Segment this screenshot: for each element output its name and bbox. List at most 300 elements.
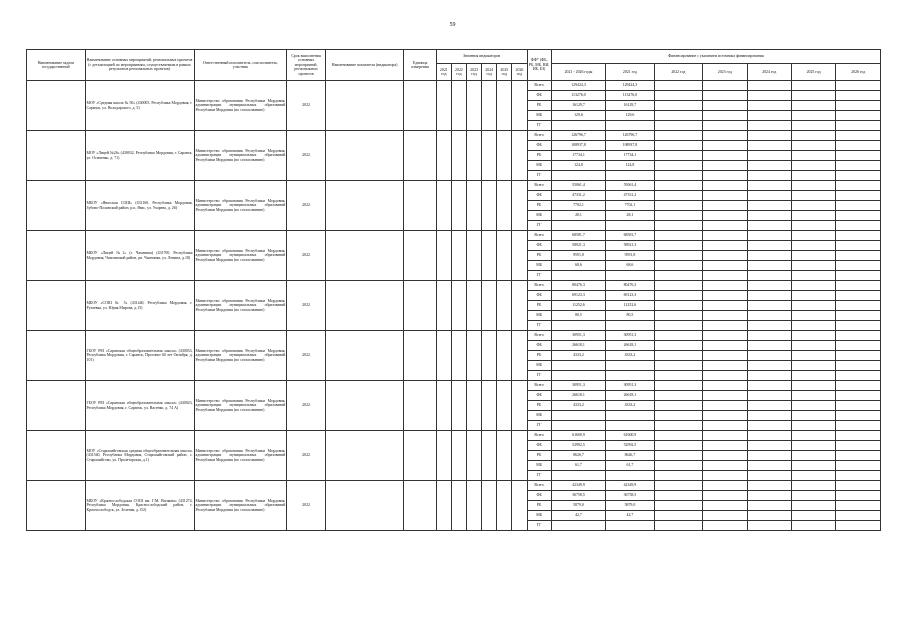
financing-value [791,121,835,131]
financing-value: 61,7 [606,461,654,471]
financing-value [791,201,835,211]
source-label: Всего [527,131,551,141]
unit-cell [404,431,436,481]
indicator-value-cell [467,481,482,531]
indicator-value-cell [482,381,497,431]
financing-value [654,131,702,141]
responsible-cell: Министерство образования Республики Мордовия, администрации муниципальных образований Республики Мордовия (по согласованию) [194,231,287,281]
indicator-cell [325,481,404,531]
financing-value: 30951,3 [551,331,606,341]
indicator-value-cell [451,431,466,481]
financing-value: 55061,4 [606,181,654,191]
header-year: 2024 год [482,63,497,80]
financing-value [836,471,881,481]
financing-value [654,121,702,131]
indicator-value-cell [512,331,527,381]
financing-value [654,411,702,421]
financing-value: 26618,1 [606,391,654,401]
unit-cell [404,281,436,331]
financing-value [654,241,702,251]
financing-value [747,331,791,341]
activity-name: МБОУ «СОШ № 5» (431440, Республика Мордовия, г. Рузаевка, ул. Юрия Мирова, д.15) [85,281,194,331]
financing-value [551,421,606,431]
indicator-value-cell [451,231,466,281]
page-number: 59 [449,22,456,28]
indicator-cell [325,81,404,131]
header-fin-year: 2021 - 2026 годы [551,63,606,80]
financing-value [836,191,881,201]
financing-value [747,411,791,421]
indicator-value-cell [482,281,497,331]
financing-value [747,191,791,201]
financing-value [836,361,881,371]
source-label: ГГ [527,221,551,231]
task-cell [27,481,86,531]
header-fin-year: 2022 год [654,63,702,80]
activity-name: МОУ «Средняя школа № 50» (430005, Республика Мордовия, г. Саранск, ул. Володарского, д. 5) [85,81,194,131]
indicator-cell [325,181,404,231]
financing-value [606,121,654,131]
financing-value [703,111,747,121]
unit-cell [404,81,436,131]
source-label: ФБ [527,441,551,451]
source-label: ГГ [527,421,551,431]
financing-value [791,481,835,491]
financing-value [703,371,747,381]
financing-value [747,381,791,391]
unit-cell [404,481,436,531]
financing-value [836,121,881,131]
financing-value [836,501,881,511]
financing-value: 11252,6 [606,301,654,311]
source-label: РБ [527,301,551,311]
header-source-codes: ФФ* (ФБ, РБ, МБ, ВИ, ИБ, БЗ) [527,50,551,81]
financing-value [703,191,747,201]
indicator-value-cell [436,431,451,481]
financing-value [747,311,791,321]
header-responsible: Ответственный исполнитель, соисполнитель, участник [194,50,287,81]
financing-value [703,241,747,251]
financing-value [747,301,791,311]
financing-value: 11252,6 [551,301,606,311]
financing-value [747,391,791,401]
financing-value: 47331,2 [551,191,606,201]
responsible-cell: Министерство образования Республики Мордовия, администрации муниципальных образований Республики Мордовия (по согласованию) [194,131,287,181]
source-label: Всего [527,481,551,491]
financing-value [654,171,702,181]
financing-value: 129,6 [551,111,606,121]
financing-value [654,421,702,431]
financing-value [836,181,881,191]
header-year: 2021 год [436,63,451,80]
financing-value: 52992,5 [606,441,654,451]
financing-value: 9591,8 [551,251,606,261]
activity-name: МБОУ «Явасская СОШ» (431160, Республика Мордовия, Зубово-Полянский район, р.п. Явас, ул. Ухарева, д. 26) [85,181,194,231]
unit-cell [404,131,436,181]
financing-value: 80,5 [551,311,606,321]
financing-value [703,381,747,391]
indicator-value-cell [451,131,466,181]
indicator-value-cell [436,381,451,431]
indicator-value-cell [512,181,527,231]
financing-value [703,171,747,181]
financing-value [836,431,881,441]
financing-value [654,521,702,531]
activity-name: МБОУ «Краснослободская СОШ им. Г.М. Вилкова» (431274, Республика Мордовия, Краснослободский район, г. Краснослободск, ул. Зеленая, д.152) [85,481,194,531]
financing-value [703,361,747,371]
financing-value: 8626,7 [551,451,606,461]
financing-value [747,281,791,291]
financing-value [606,371,654,381]
financing-value [791,171,835,181]
source-label: ФБ [527,291,551,301]
financing-value [747,81,791,91]
table-row [27,131,881,141]
financing-value [836,321,881,331]
financing-value [791,361,835,371]
indicator-value-cell [451,331,466,381]
indicator-value-cell [482,331,497,381]
financing-value [836,401,881,411]
indicator-value-cell [436,181,451,231]
responsible-cell: Министерство образования Республики Мордовия, администрации муниципальных образований Республики Мордовия (по согласованию) [194,331,287,381]
financing-value [747,521,791,531]
source-label: ГГ [527,121,551,131]
activity-name: ГБОУ РМ «Саранская общеобразовательная школа» (430023, Республика Мордовия, г. Саранск, ул. Васенко, д. 74 А) [85,381,194,431]
financing-value [747,471,791,481]
indicator-value-cell [497,281,512,331]
source-label: РБ [527,401,551,411]
indicator-value-cell [467,281,482,331]
financing-value [703,231,747,241]
financing-value: 129,6 [606,111,654,121]
indicator-value-cell [482,231,497,281]
source-label: ГГ [527,521,551,531]
financing-value [836,491,881,501]
financing-value [791,91,835,101]
financing-value: 16129,7 [606,101,654,111]
indicator-value-cell [512,231,527,281]
task-cell [27,431,86,481]
source-label: Всего [527,181,551,191]
deadline-cell: 2022 [287,231,325,281]
financing-value: 113276,0 [551,91,606,101]
activity-name: МОУ «Старошайговская средняя общеобразовательная школа» (431540, Республика Мордовия, Старошайговский район, с. Старошайгово, ул. Пролетарская, д.1) [85,431,194,481]
source-label: РБ [527,501,551,511]
financing-value [747,261,791,271]
financing-value: 26618,1 [551,391,606,401]
indicator-value-cell [451,81,466,131]
financing-value [703,281,747,291]
financing-value [703,211,747,221]
source-label: ФБ [527,91,551,101]
indicator-value-cell [482,431,497,481]
financing-value [747,181,791,191]
financing-value [791,471,835,481]
financing-value [606,321,654,331]
financing-value: 42349,9 [551,481,606,491]
source-label: Всего [527,231,551,241]
source-label: ФБ [527,141,551,151]
financing-value [654,331,702,341]
financing-value [654,281,702,291]
financing-value [747,231,791,241]
responsible-cell: Министерство образования Республики Мордовия, администрации муниципальных образований Республики Мордовия (по согласованию) [194,381,287,431]
indicator-value-cell [497,331,512,381]
indicator-value-cell [436,231,451,281]
indicator-value-cell [482,81,497,131]
financing-value [747,171,791,181]
financing-value [791,451,835,461]
financing-value [703,161,747,171]
financing-value [551,121,606,131]
financing-value [836,341,881,351]
financing-value [703,391,747,401]
financing-value: 16129,7 [551,101,606,111]
financing-value [703,151,747,161]
indicator-value-cell [497,481,512,531]
financing-value [654,431,702,441]
responsible-cell: Министерство образования Республики Мордовия, администрации муниципальных образований Республики Мордовия (по согласованию) [194,481,287,531]
source-label: Всего [527,331,551,341]
financing-value [654,451,702,461]
financing-value [703,91,747,101]
financing-value: 30951,3 [606,381,654,391]
source-label: Всего [527,81,551,91]
header-financing: Финансирование с указанием источника финансирования [551,50,880,64]
deadline-cell: 2022 [287,481,325,531]
indicator-cell [325,231,404,281]
header-deadline: Срок выполнения основных мероприятий, региональных проектов [287,50,325,81]
financing-value [747,101,791,111]
financing-value [836,151,881,161]
financing-value [836,411,881,421]
indicator-value-cell [436,481,451,531]
financing-value [791,181,835,191]
indicator-value-cell [512,281,527,331]
source-label: МБ [527,411,551,421]
financing-value: 42,7 [551,511,606,521]
financing-value [791,131,835,141]
header-task: Наименование задачи государственной [27,50,86,81]
financing-value [703,251,747,261]
financing-value [836,91,881,101]
source-label: ФБ [527,391,551,401]
indicator-value-cell [467,81,482,131]
financing-value [654,231,702,241]
table-row [27,331,881,341]
unit-cell [404,181,436,231]
financing-value [791,411,835,421]
financing-value [836,211,881,221]
financing-table [26,49,881,531]
financing-value [654,271,702,281]
indicator-value-cell [512,431,527,481]
financing-value [703,181,747,191]
source-label: ФБ [527,491,551,501]
financing-value [791,351,835,361]
financing-value: 68,6 [551,261,606,271]
financing-value [836,231,881,241]
financing-value [747,401,791,411]
financing-value [747,241,791,251]
financing-value [747,511,791,521]
financing-value [654,91,702,101]
financing-value [654,161,702,171]
financing-value [791,341,835,351]
financing-value [791,441,835,451]
financing-value [836,221,881,231]
financing-value: 7702,1 [551,201,606,211]
financing-value [791,151,835,161]
financing-value [836,331,881,341]
financing-value: 4333,2 [606,351,654,361]
financing-value: 80476,3 [606,281,654,291]
financing-value [791,231,835,241]
indicator-value-cell [467,231,482,281]
financing-value [791,211,835,221]
financing-value: 5879,0 [551,501,606,511]
financing-value [791,371,835,381]
financing-value [654,471,702,481]
financing-value [606,521,654,531]
indicator-value-cell [467,331,482,381]
financing-value: 36758,5 [606,491,654,501]
header-year: 2026 год [512,63,527,80]
financing-value [836,301,881,311]
deadline-cell: 2022 [287,181,325,231]
source-label: МБ [527,211,551,221]
indicator-value-cell [497,81,512,131]
table-row [27,181,881,191]
financing-value [703,291,747,301]
financing-value [606,171,654,181]
financing-value [747,151,791,161]
financing-value [791,141,835,151]
source-label: Всего [527,431,551,441]
financing-value: 68581,7 [551,231,606,241]
financing-value [747,451,791,461]
financing-value: 61600,9 [606,431,654,441]
indicator-cell [325,431,404,481]
header-year: 2025 год [497,63,512,80]
financing-value [836,261,881,271]
financing-value: 5879,0 [606,501,654,511]
unit-cell [404,331,436,381]
financing-value [654,301,702,311]
financing-value [747,161,791,171]
financing-value [703,441,747,451]
financing-value [747,291,791,301]
financing-value: 42,7 [606,511,654,521]
indicator-value-cell [467,431,482,481]
financing-value [703,261,747,271]
financing-value [551,171,606,181]
financing-value [654,111,702,121]
financing-value [654,401,702,411]
financing-value: 30951,3 [551,381,606,391]
financing-value [747,91,791,101]
financing-value: 108937,8 [606,141,654,151]
financing-value [836,101,881,111]
financing-value [791,261,835,271]
source-label: РБ [527,151,551,161]
financing-value [654,181,702,191]
financing-value [703,121,747,131]
source-label: МБ [527,261,551,271]
financing-value [703,411,747,421]
financing-value: 55061,4 [551,181,606,191]
financing-value: 126796,7 [606,131,654,141]
source-label: ГГ [527,371,551,381]
financing-value [654,141,702,151]
financing-value [703,451,747,461]
source-label: МБ [527,311,551,321]
source-label: РБ [527,451,551,461]
financing-value [747,221,791,231]
activity-name: ГБОУ РМ «Саранская общеобразовательная школа» (430033, Республика Мордовия, г. Саранск, Проспект 60 лет Октября, д. 101) [85,331,194,381]
financing-value [836,291,881,301]
source-label: МБ [527,361,551,371]
deadline-cell: 2022 [287,381,325,431]
financing-value: 129424,3 [606,81,654,91]
source-label: ФБ [527,241,551,251]
indicator-value-cell [497,131,512,181]
financing-value [836,111,881,121]
financing-value: 58921,3 [606,241,654,251]
financing-value [747,211,791,221]
source-label: ГГ [527,271,551,281]
financing-value [791,401,835,411]
financing-value [791,191,835,201]
source-label: Всего [527,381,551,391]
financing-value [703,341,747,351]
financing-value [654,191,702,201]
responsible-cell: Министерство образования Республики Мордовия, администрации муниципальных образований Республики Мордовия (по согласованию) [194,81,287,131]
financing-value [747,371,791,381]
financing-value [791,221,835,231]
financing-value: 7702,1 [606,201,654,211]
financing-value [654,351,702,361]
indicator-value-cell [482,181,497,231]
financing-value [654,441,702,451]
financing-value [791,311,835,321]
financing-value: 30951,3 [606,331,654,341]
indicator-value-cell [482,481,497,531]
indicator-cell [325,281,404,331]
table-row [27,231,881,241]
indicator-value-cell [467,181,482,231]
financing-value [703,81,747,91]
financing-value [791,391,835,401]
financing-value: 61,7 [551,461,606,471]
financing-value [654,291,702,301]
financing-value [606,361,654,371]
financing-value [703,301,747,311]
financing-value [836,311,881,321]
financing-value [703,321,747,331]
financing-value [836,241,881,251]
financing-value [747,481,791,491]
financing-value [606,471,654,481]
financing-value [703,481,747,491]
deadline-cell: 2022 [287,281,325,331]
indicator-cell [325,131,404,181]
financing-value [703,351,747,361]
financing-value [747,121,791,131]
financing-value [747,321,791,331]
source-label: РБ [527,351,551,361]
